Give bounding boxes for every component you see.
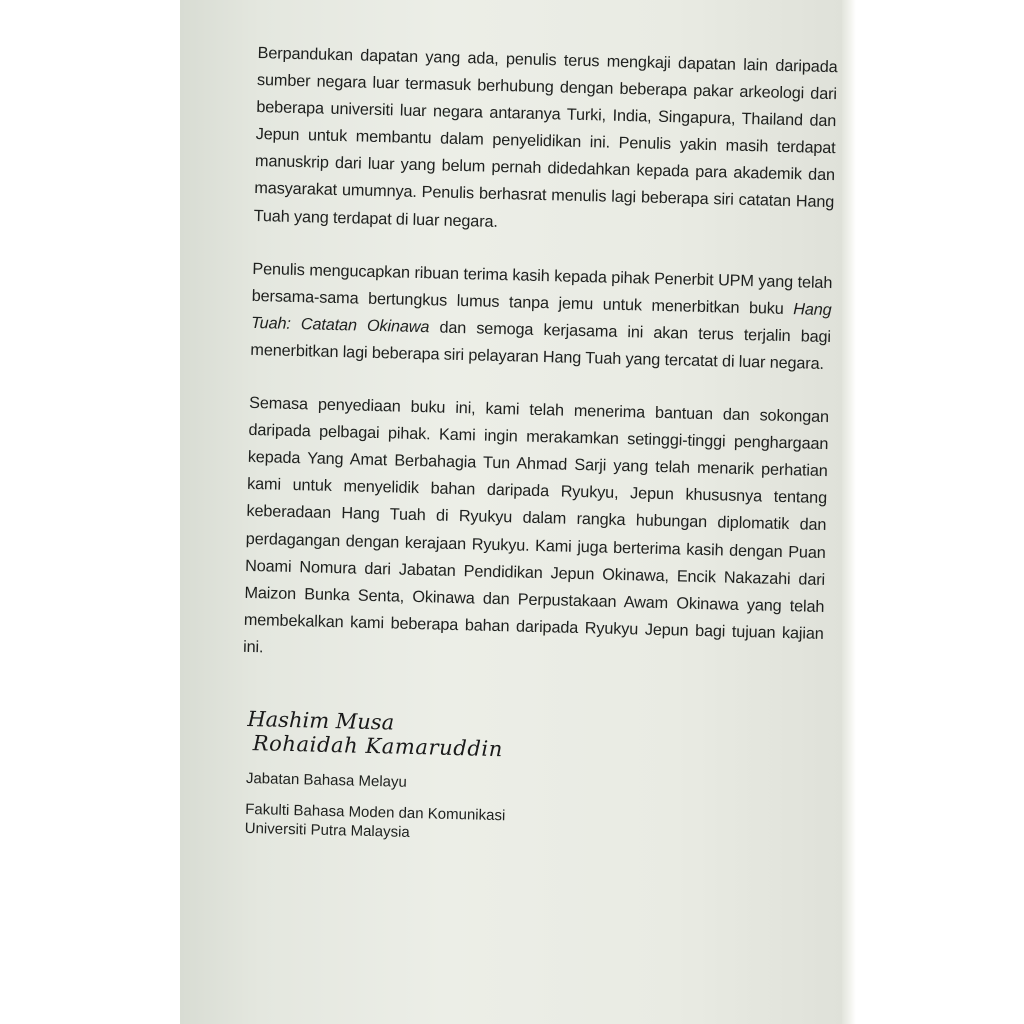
signature-block bbox=[239, 707, 822, 852]
page-text bbox=[239, 40, 838, 852]
paragraph-2 bbox=[250, 256, 832, 379]
university-name: Universiti Putra Malaysia bbox=[244, 819, 410, 841]
author-signature-1: Hashim Musa bbox=[247, 706, 395, 735]
paragraph-3: Semasa penyediaan buku ini, kami telah menerima bantuan dan sokongan daripada pelbagai pihak. Kami ingin merakamkan setinggi-tinggi penghargaan kepada Yang Amat Berbahagia Tun Ahmad Sarji yang telah menarik perhatian kami untuk menyelidik bahan daripada Ryukyu, Jepun khususnya tentang keberadaan Hang Tuah di Ryukyu dalam rangka hubungan diplomatik dan perdagangan dengan kerajaan Ryukyu. Kami juga berterima kasih dengan Puan Noami Nomura dari Jabatan Pendidikan Jepun Okinawa, Encik Nakazahi dari Maizon Bunka Senta, Okinawa dan Perpustakaan Awam Okinawa yang telah membekalkan kami beberapa bahan daripada Ryukyu Jepun bagi tujuan kajian ini. bbox=[242, 393, 830, 657]
paragraph-2-text-after: dan semoga kerjasama ini akan terus terjalin bagi menerbitkan lagi beberapa siri pelayaran Hang Tuah yang tercatat di luar negara. bbox=[250, 318, 832, 373]
faculty-name: Fakulti Bahasa Moden dan Komunikasi bbox=[244, 800, 506, 825]
book-title: Hang Tuah: Catatan Okinawa bbox=[250, 299, 832, 337]
paragraph-2-text-before: Penulis mengucapkan ribuan terima kasih kepada pihak Penerbit UPM yang telah bersama-sama bertungkus lumus tanpa jemu untuk menerbitkan buku bbox=[251, 259, 833, 318]
paragraph-1: Berpandukan dapatan yang ada, penulis terus mengkaji dapatan lain daripada sumber negara luar termasuk berhubung dengan beberapa pakar arkeologi dari beberapa universiti luar negara antaranya Turki, India, Singapura, Thailand dan Jepun untuk membantu dalam penyelidikan ini. Penulis yakin masih terdapat manuskrip dari luar yang belum pernah didedahkan kepada para akademik dan masyarakat umumnya. Penulis berhasrat menulis lagi beberapa siri catatan Hang Tuah yang terdapat di luar negara. bbox=[253, 43, 838, 231]
page-edge bbox=[842, 0, 856, 1024]
author-signature-2: Rohaidah Kamaruddin bbox=[252, 731, 504, 762]
department-name: Jabatan Bahasa Melayu bbox=[245, 769, 408, 791]
book-page bbox=[180, 0, 842, 1024]
